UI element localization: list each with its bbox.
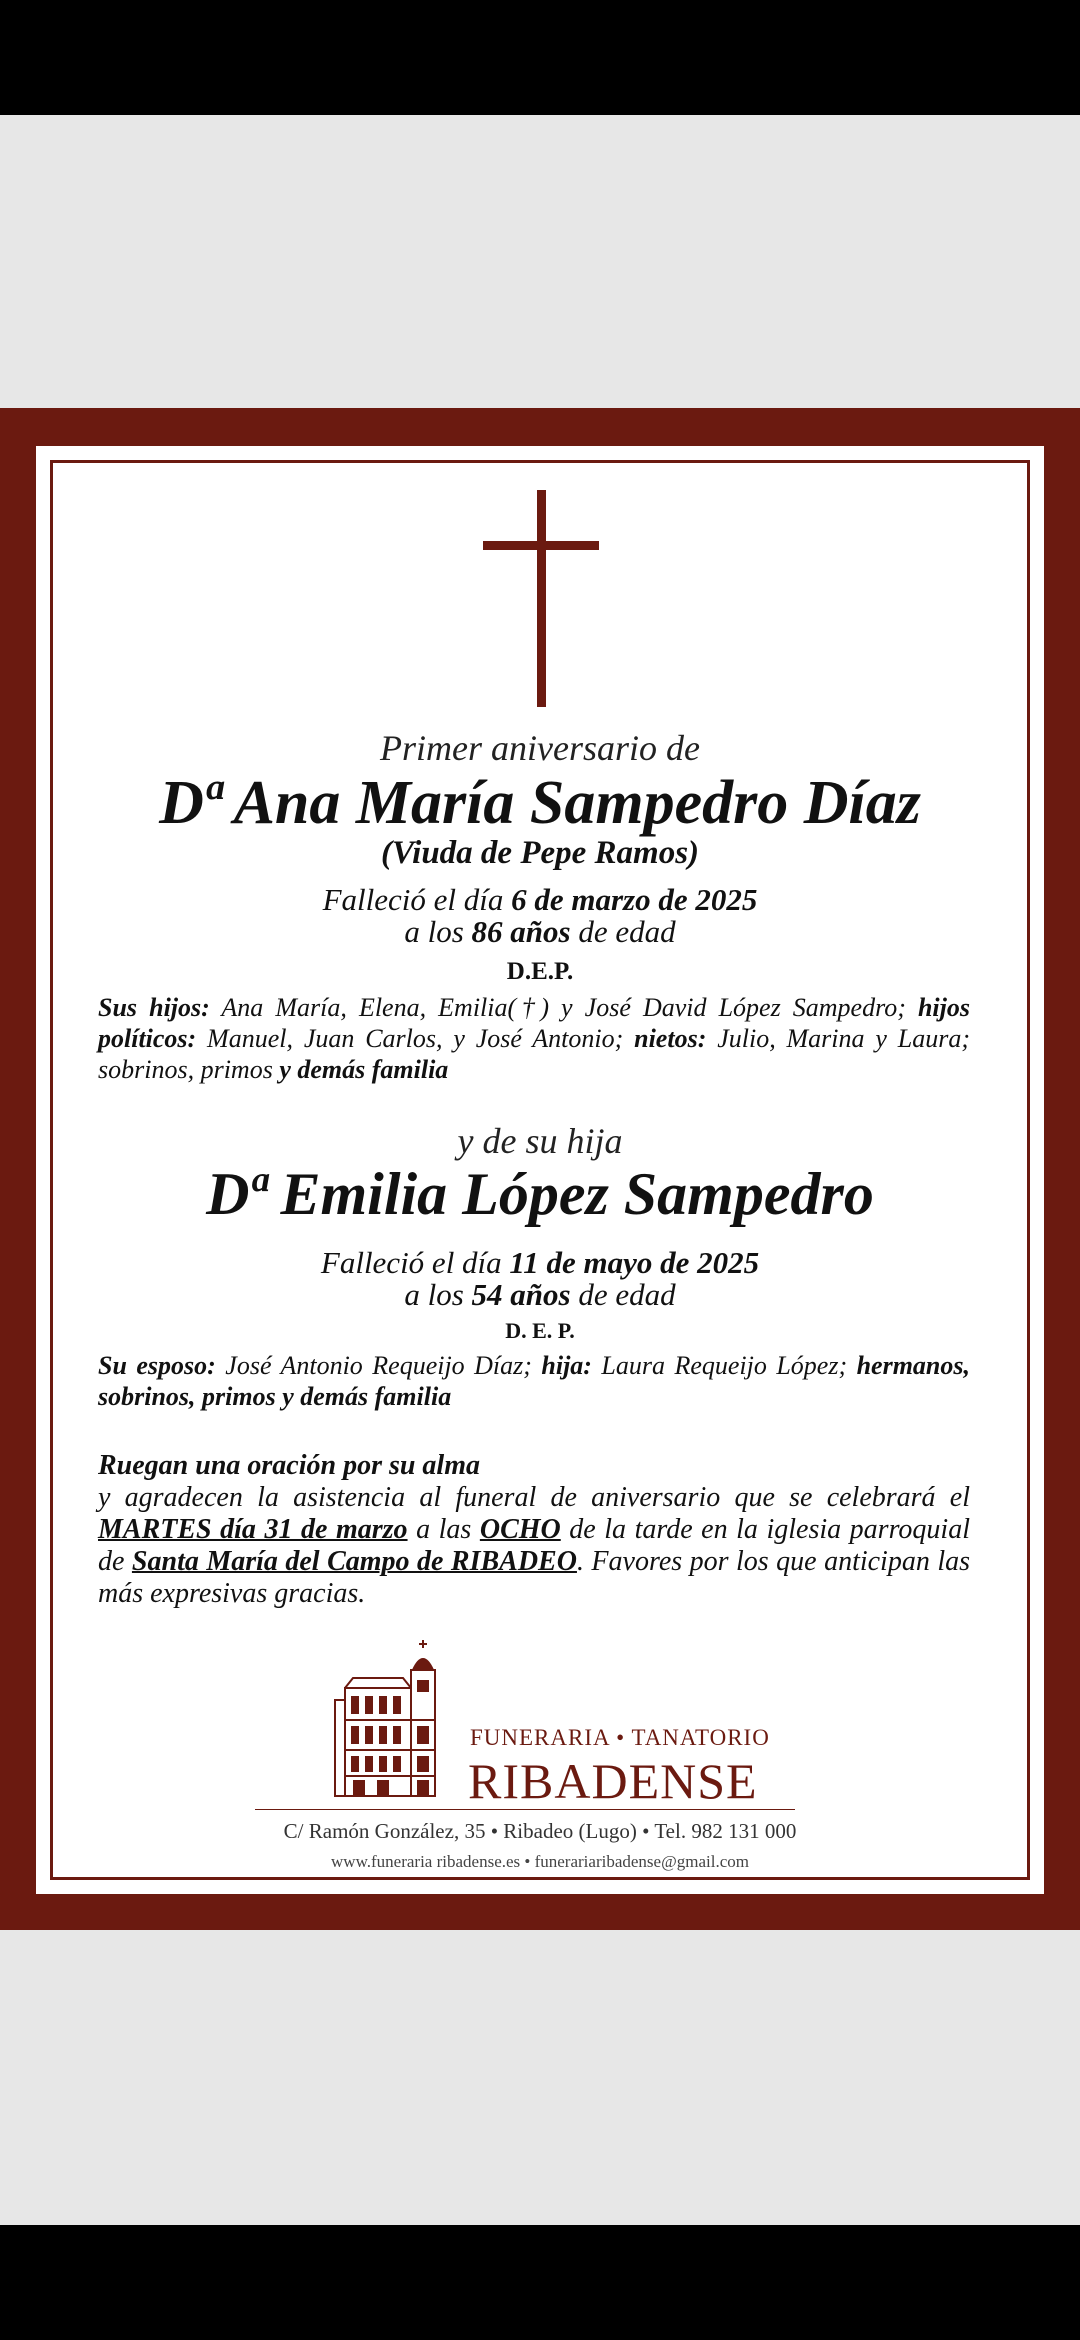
age-value: 54 años (471, 1277, 571, 1312)
status-bar (0, 0, 1080, 115)
building-logo-icon (333, 1640, 448, 1798)
esposo-label: Su esposo: (98, 1351, 216, 1380)
age-suffix: de edad (578, 1277, 676, 1312)
politicos-label: hijos políticos: (98, 993, 970, 1053)
dep-1: D.E.P. (506, 958, 574, 985)
age-suffix: de edad (578, 914, 676, 949)
web-email-line: www.funeraria ribadense.es • funerariaribadense@gmail.com (331, 1852, 749, 1871)
cross-icon-bar (483, 541, 599, 550)
age-prefix: a los (404, 914, 464, 949)
deceased-name-2: Dª Emilia López Sampedro (206, 1161, 874, 1227)
politicos-text: Manuel, Juan Carlos, y José Antonio; (196, 1024, 635, 1053)
funeral-church: Santa María del Campo de RIBADEO (131, 1546, 577, 1577)
deceased-subname: (Viuda de Pepe Ramos) (380, 835, 700, 871)
deceased-name-1: Dª Ana María Sampedro Díaz (159, 769, 921, 837)
funeral-day: MARTES día 31 de marzo (98, 1514, 408, 1545)
death-date-value: 6 de marzo de 2025 (511, 882, 758, 917)
intro-text-2: y de su hija (457, 1121, 623, 1161)
death-date-2 (60, 1245, 1020, 1281)
funeral-time: OCHO (479, 1514, 561, 1545)
death-date-prefix: Falleció el día (322, 882, 504, 917)
hijos-label: Sus hijos: (98, 993, 210, 1022)
nietos-text: Julio, Marina y Laura; sobrinos, primos (98, 1024, 970, 1084)
family-list-1 (98, 992, 970, 1085)
demas-familia: y demás familia (279, 1055, 449, 1084)
family-list-2 (98, 1350, 970, 1412)
age-prefix: a los (404, 1277, 464, 1312)
hija-label: hija: (541, 1351, 592, 1380)
address-line: C/ Ramón González, 35 • Ribadeo (Lugo) • Tel. 982 131 000 (283, 1819, 797, 1843)
ruegan-title: Ruegan una oración por su alma (98, 1450, 480, 1481)
death-date-1 (60, 882, 1020, 918)
age-1 (60, 914, 1020, 950)
demas-familia: hermanos, sobrinos, primos y demás familia (98, 1351, 971, 1411)
dep-2: D. E. P. (505, 1318, 575, 1343)
hija-text: Laura Requeijo López; (591, 1351, 848, 1380)
esposo-text: José Antonio Requeijo Díaz; (215, 1351, 542, 1380)
death-date-value: 11 de mayo de 2025 (509, 1245, 760, 1280)
ruegan-text-4: . Favores por los que anticipan las más expresivas gracias. (98, 1546, 970, 1609)
age-2 (60, 1277, 1020, 1313)
ruegan-text-2: a las (407, 1514, 480, 1545)
funeral-announcement (98, 1450, 970, 1610)
ruegan-text-1: y agradecen la asistencia al funeral de aniversario que se celebrará el (98, 1482, 970, 1513)
navigation-bar (0, 2225, 1080, 2340)
cross-icon (537, 490, 546, 707)
hijos-text: Ana María, Elena, Emilia(†) y José David López Sampedro; (209, 993, 906, 1022)
nietos-label: nietos: (634, 1024, 707, 1053)
intro-text: Primer aniversario de (380, 728, 700, 768)
death-date-prefix: Falleció el día (320, 1245, 502, 1280)
ruegan-text-3: de la tarde en la iglesia parroquial de (98, 1514, 970, 1577)
logo-subtitle: FUNERARIA • TANATORIO (470, 1725, 770, 1750)
logo-title: RIBADENSE (468, 1753, 758, 1809)
logo-divider (255, 1809, 795, 1810)
age-value: 86 años (471, 914, 571, 949)
